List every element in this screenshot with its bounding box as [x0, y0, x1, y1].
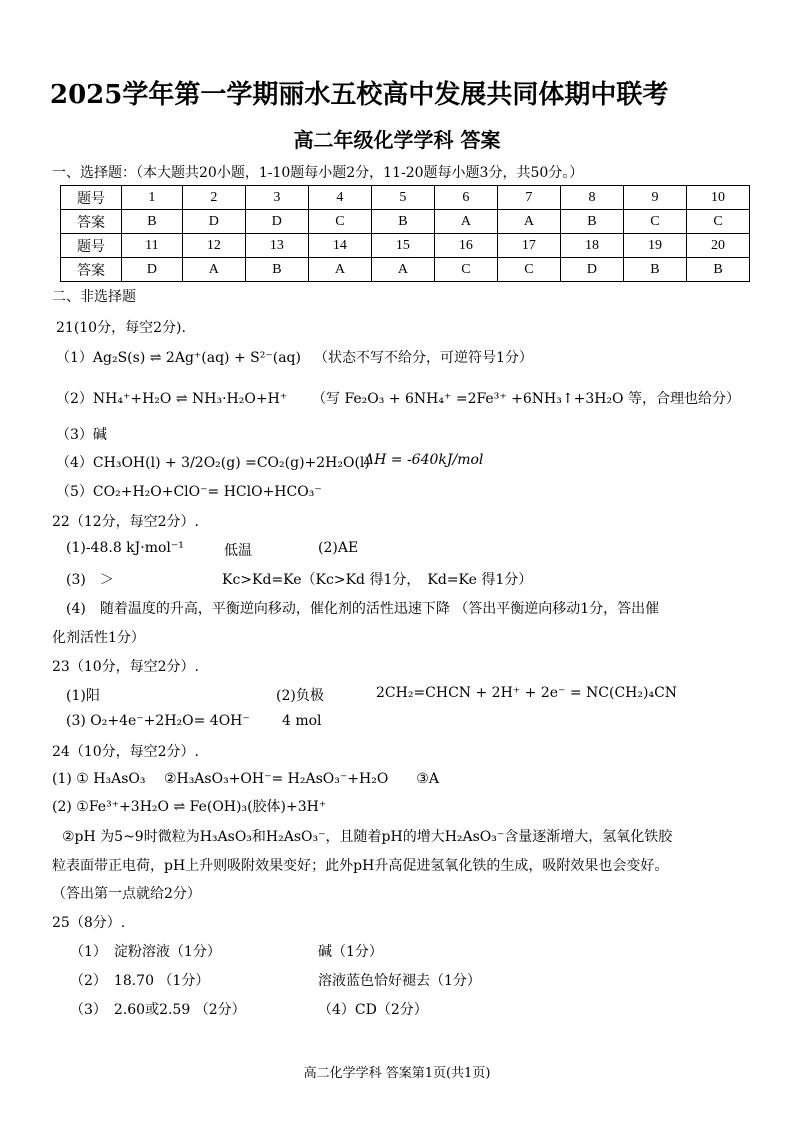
exam-subtitle: 高二年级化学学科 答案	[293, 128, 501, 152]
row-label-number: 题号	[61, 186, 122, 210]
q25-answer-1: （1） 淀粉溶液（1分）	[70, 944, 221, 960]
q21-answer-2-note: （写 Fe₂O₃ + 6NH₄⁺ =2Fe³⁺ +6NH₃↑+3H₂O 等，合理也给分）	[312, 391, 740, 407]
q21-answer-3: （3）碱	[56, 427, 107, 443]
table-cell: 13	[245, 234, 308, 258]
q21-answer-2: （2）NH₄⁺+H₂O ⇌ NH₃·H₂O+H⁺	[56, 391, 288, 407]
q25-header: 25（8分）.	[52, 915, 126, 931]
q23-answer-2: (2)负极	[276, 688, 324, 704]
table-cell: D	[182, 210, 245, 234]
q25-answer-4: （4）CD（2分）	[318, 1002, 428, 1018]
table-cell: 11	[122, 234, 183, 258]
table-cell: 7	[497, 186, 560, 210]
row-label-answer: 答案	[61, 258, 122, 282]
table-row-numbers-1	[61, 186, 750, 210]
exam-title: 2025学年第一学期丽水五校高中发展共同体期中联考	[50, 80, 669, 110]
table-cell: B	[245, 258, 308, 282]
table-cell: A	[497, 210, 560, 234]
q22-answer-2: (2)AE	[318, 540, 359, 556]
q24-answer-1: (1) ① H₃AsO₃ ②H₃AsO₃+OH⁻= H₂AsO₃⁻+H₂O ③A	[52, 771, 439, 787]
q25-answer-2: （2） 18.70 （1分）	[70, 973, 210, 989]
q24-answer-2: (2) ①Fe³⁺+3H₂O ⇌ Fe(OH)₃(胶体)+3H⁺	[52, 799, 327, 815]
table-cell: 9	[623, 186, 686, 210]
table-cell: 19	[623, 234, 686, 258]
q24-answer-2-line1: ②pH 为5~9时微粒为H₃AsO₃和H₂AsO₃⁻，且随着pH的增大H₂AsO₃⁻含量逐渐增大，氢氧化铁胶	[62, 829, 673, 845]
table-cell: 3	[245, 186, 308, 210]
table-cell: B	[686, 258, 749, 282]
table-cell: 2	[182, 186, 245, 210]
q25-answer-1b: 碱（1分）	[318, 944, 383, 960]
table-cell: D	[560, 258, 623, 282]
table-row-answers-2	[61, 258, 750, 282]
table-cell: C	[308, 210, 371, 234]
q22-answer-4-line2: 化剂活性1分）	[52, 630, 145, 646]
table-cell: A	[371, 258, 434, 282]
q25-answer-3: （3） 2.60或2.59 （2分）	[70, 1002, 246, 1018]
q23-answer-2b: 2CH₂=CHCN + 2H⁺ + 2e⁻ = NC(CH₂)₄CN	[376, 685, 678, 701]
q22-header: 22（12分，每空2分）.	[52, 514, 199, 530]
table-cell: 4	[308, 186, 371, 210]
table-cell: D	[122, 258, 183, 282]
q25-answer-2b: 溶液蓝色恰好褪去（1分）	[318, 973, 481, 989]
table-cell: 17	[497, 234, 560, 258]
table-cell: 5	[371, 186, 434, 210]
row-label-number: 题号	[61, 234, 122, 258]
table-cell: 6	[434, 186, 497, 210]
q24-answer-2-line3: （答出第一点就给2分）	[52, 886, 201, 902]
table-cell: 20	[686, 234, 749, 258]
table-cell: 8	[560, 186, 623, 210]
q23-header: 23（10分，每空2分）.	[52, 659, 199, 675]
q22-answer-1: (1)-48.8 kJ·mol⁻¹	[66, 540, 184, 556]
q21-answer-4: （4）CH₃OH(l) + 3/2O₂(g) =CO₂(g)+2H₂O(l)	[56, 455, 370, 471]
table-cell: C	[497, 258, 560, 282]
table-cell: 16	[434, 234, 497, 258]
table-cell: B	[560, 210, 623, 234]
table-cell: 10	[686, 186, 749, 210]
q24-header: 24（10分，每空2分）.	[52, 744, 199, 760]
table-cell: 1	[122, 186, 183, 210]
section1-heading: 一、选择题：（本大题共20小题，1-10题每小题2分，11-20题每小题3分，共50分。）	[52, 165, 584, 181]
table-cell: B	[371, 210, 434, 234]
table-cell: A	[434, 210, 497, 234]
q22-answer-4-line1: (4) 随着温度的升高，平衡逆向移动，催化剂的活性迅速下降 （答出平衡逆向移动1分，答出催	[66, 601, 660, 617]
table-cell: 12	[182, 234, 245, 258]
page-footer: 高二化学学科 答案第1页(共1页)	[303, 1066, 491, 1081]
table-row-numbers-2	[61, 234, 750, 258]
q24-answer-2-line2: 粒表面带正电荷，pH上升则吸附效果变好；此外pH升高促进氢氧化铁的生成，吸附效果也会变好。	[52, 858, 669, 874]
q22-answer-1b: 低温	[224, 543, 252, 559]
table-cell: C	[434, 258, 497, 282]
q21-answer-1-note: （状态不写不给分，可逆符号1分）	[314, 350, 533, 366]
q22-answer-3b: Kc>Kd=Ke（Kc>Kd 得1分， Kd=Ke 得1分）	[222, 572, 533, 588]
table-cell: 14	[308, 234, 371, 258]
table-cell: A	[308, 258, 371, 282]
q23-answer-3b: 4 mol	[282, 713, 322, 729]
q21-answer-5: （5）CO₂+H₂O+ClO⁻= HClO+HCO₃⁻	[56, 484, 322, 500]
q23-answer-3: (3) O₂+4e⁻+2H₂O= 4OH⁻	[66, 713, 250, 729]
table-cell: C	[686, 210, 749, 234]
table-cell: 18	[560, 234, 623, 258]
table-cell: C	[623, 210, 686, 234]
table-cell: B	[122, 210, 183, 234]
q23-answer-1: (1)阳	[66, 688, 100, 704]
row-label-answer: 答案	[61, 210, 122, 234]
table-cell: B	[623, 258, 686, 282]
q21-answer-1: （1）Ag₂S(s) ⇌ 2Ag⁺(aq) + S²⁻(aq)	[56, 350, 301, 366]
answer-table	[60, 185, 750, 282]
q21-answer-4-enthalpy: ΔH = -640kJ/mol	[364, 452, 484, 468]
table-cell: 15	[371, 234, 434, 258]
q21-header: 21(10分，每空2分).	[56, 320, 186, 336]
section2-heading: 二、非选择题	[52, 289, 136, 305]
q22-answer-3: (3) ＞	[66, 572, 114, 588]
table-cell: D	[245, 210, 308, 234]
table-cell: A	[182, 258, 245, 282]
table-row-answers-1	[61, 210, 750, 234]
